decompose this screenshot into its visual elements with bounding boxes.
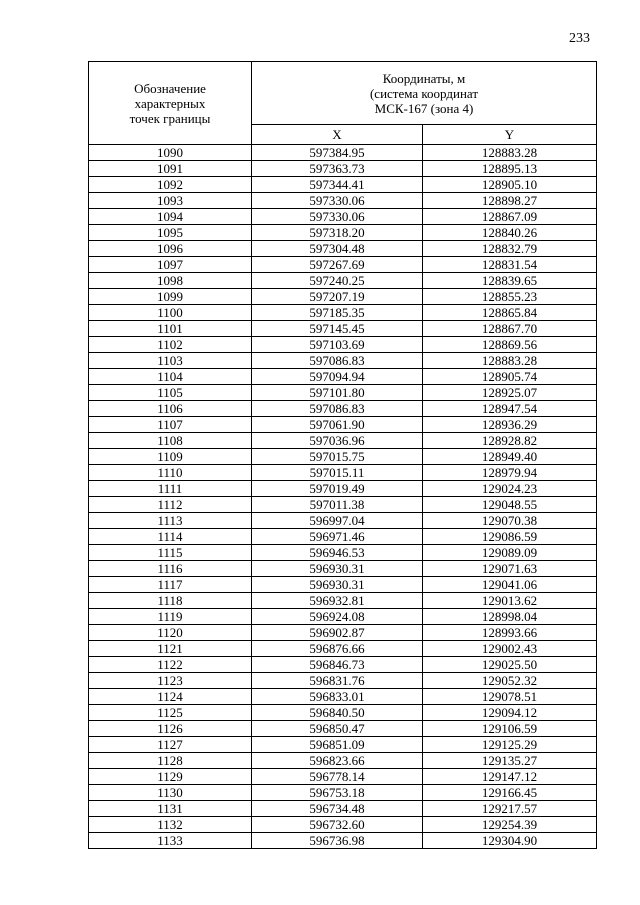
y-coordinate-cell: 128840.26: [423, 225, 597, 241]
point-id-cell: 1090: [89, 145, 252, 161]
table-body: [89, 145, 597, 849]
point-id-cell: 1129: [89, 769, 252, 785]
y-coordinate-cell: 129024.23: [423, 481, 597, 497]
point-id-cell: 1106: [89, 401, 252, 417]
x-coordinate-cell: 596831.76: [252, 673, 423, 689]
x-coordinate-cell: 597344.41: [252, 177, 423, 193]
point-id-cell: 1094: [89, 209, 252, 225]
y-coordinate-cell: 128979.94: [423, 465, 597, 481]
table-row: [89, 449, 597, 465]
x-coordinate-cell: 597019.49: [252, 481, 423, 497]
point-id-cell: 1121: [89, 641, 252, 657]
x-coordinate-cell: 596851.09: [252, 737, 423, 753]
table-row: [89, 545, 597, 561]
x-coordinate-cell: 597318.20: [252, 225, 423, 241]
y-coordinate-cell: 128883.28: [423, 353, 597, 369]
y-coordinate-cell: 128905.74: [423, 369, 597, 385]
y-coordinate-cell: 129135.27: [423, 753, 597, 769]
table-row: [89, 481, 597, 497]
point-id-cell: 1125: [89, 705, 252, 721]
point-id-cell: 1091: [89, 161, 252, 177]
x-coordinate-cell: 597185.35: [252, 305, 423, 321]
x-coordinate-cell: 596932.81: [252, 593, 423, 609]
x-coordinate-cell: 596778.14: [252, 769, 423, 785]
y-coordinate-cell: 128832.79: [423, 241, 597, 257]
header-x: X: [252, 125, 423, 145]
x-coordinate-cell: 596833.01: [252, 689, 423, 705]
x-coordinate-cell: 596846.73: [252, 657, 423, 673]
x-coordinate-cell: 597015.11: [252, 465, 423, 481]
table-row: [89, 689, 597, 705]
point-id-cell: 1120: [89, 625, 252, 641]
table-row: [89, 305, 597, 321]
header-coords-line-1: Координаты, м: [382, 70, 466, 86]
y-coordinate-cell: 128867.09: [423, 209, 597, 225]
x-coordinate-cell: 597101.80: [252, 385, 423, 401]
header-y: Y: [423, 125, 597, 145]
table-row: [89, 657, 597, 673]
x-coordinate-cell: 597036.96: [252, 433, 423, 449]
table-row: [89, 721, 597, 737]
x-coordinate-cell: 596734.48: [252, 801, 423, 817]
table-row: [89, 625, 597, 641]
point-id-cell: 1099: [89, 289, 252, 305]
point-id-cell: 1124: [89, 689, 252, 705]
point-id-cell: 1095: [89, 225, 252, 241]
table-row: [89, 577, 597, 593]
point-id-cell: 1101: [89, 321, 252, 337]
point-id-cell: 1126: [89, 721, 252, 737]
table-row: [89, 513, 597, 529]
y-coordinate-cell: 129013.62: [423, 593, 597, 609]
point-id-cell: 1096: [89, 241, 252, 257]
table-row: [89, 337, 597, 353]
y-coordinate-cell: 128831.54: [423, 257, 597, 273]
y-coordinate-cell: 128998.04: [423, 609, 597, 625]
coordinates-table: [88, 61, 597, 849]
x-coordinate-cell: 596930.31: [252, 561, 423, 577]
point-id-cell: 1116: [89, 561, 252, 577]
x-coordinate-cell: 596753.18: [252, 785, 423, 801]
x-coordinate-cell: 596924.08: [252, 609, 423, 625]
y-coordinate-cell: 128949.40: [423, 449, 597, 465]
point-id-cell: 1110: [89, 465, 252, 481]
table-row: [89, 401, 597, 417]
point-id-cell: 1100: [89, 305, 252, 321]
y-coordinate-cell: 128867.70: [423, 321, 597, 337]
y-coordinate-cell: 128865.84: [423, 305, 597, 321]
point-id-cell: 1111: [89, 481, 252, 497]
y-coordinate-cell: 128869.56: [423, 337, 597, 353]
y-coordinate-cell: 129070.38: [423, 513, 597, 529]
table-header: [89, 62, 597, 145]
table-row: [89, 561, 597, 577]
y-coordinate-cell: 128883.28: [423, 145, 597, 161]
point-id-cell: 1092: [89, 177, 252, 193]
x-coordinate-cell: 596997.04: [252, 513, 423, 529]
y-coordinate-cell: 129025.50: [423, 657, 597, 673]
header-point-line-3: точек границы: [129, 110, 211, 126]
table-row: [89, 241, 597, 257]
header-point-designation: [89, 62, 252, 145]
table-row: [89, 369, 597, 385]
x-coordinate-cell: 596971.46: [252, 529, 423, 545]
table-row: [89, 593, 597, 609]
table-row: [89, 225, 597, 241]
point-id-cell: 1122: [89, 657, 252, 673]
table-row: [89, 209, 597, 225]
x-coordinate-cell: 597061.90: [252, 417, 423, 433]
x-coordinate-cell: 597207.19: [252, 289, 423, 305]
header-coords-line-3: МСК-167 (зона 4): [374, 100, 474, 116]
x-coordinate-cell: 597267.69: [252, 257, 423, 273]
y-coordinate-cell: 128905.10: [423, 177, 597, 193]
point-id-cell: 1109: [89, 449, 252, 465]
point-id-cell: 1114: [89, 529, 252, 545]
point-id-cell: 1112: [89, 497, 252, 513]
x-coordinate-cell: 597330.06: [252, 209, 423, 225]
table-row: [89, 193, 597, 209]
table-row: [89, 145, 597, 161]
point-id-cell: 1102: [89, 337, 252, 353]
x-coordinate-cell: 596732.60: [252, 817, 423, 833]
y-coordinate-cell: 128898.27: [423, 193, 597, 209]
table-row: [89, 465, 597, 481]
point-id-cell: 1133: [89, 833, 252, 849]
point-id-cell: 1098: [89, 273, 252, 289]
y-coordinate-cell: 128839.65: [423, 273, 597, 289]
header-point-line-1: Обозначение: [134, 80, 206, 96]
table-row: [89, 321, 597, 337]
x-coordinate-cell: 597240.25: [252, 273, 423, 289]
table-row: [89, 353, 597, 369]
x-coordinate-cell: 596902.87: [252, 625, 423, 641]
table-row: [89, 609, 597, 625]
table-row: [89, 737, 597, 753]
table-row: [89, 433, 597, 449]
table-row: [89, 177, 597, 193]
table-row: [89, 833, 597, 849]
x-coordinate-cell: 597011.38: [252, 497, 423, 513]
header-point-line-2: характерных: [134, 95, 206, 111]
table-row: [89, 385, 597, 401]
y-coordinate-cell: 129217.57: [423, 801, 597, 817]
y-coordinate-cell: 129052.32: [423, 673, 597, 689]
table-row: [89, 817, 597, 833]
point-id-cell: 1119: [89, 609, 252, 625]
point-id-cell: 1117: [89, 577, 252, 593]
header-coordinates-group: [252, 62, 597, 125]
point-id-cell: 1128: [89, 753, 252, 769]
point-id-cell: 1130: [89, 785, 252, 801]
point-id-cell: 1107: [89, 417, 252, 433]
table-row: [89, 161, 597, 177]
x-coordinate-cell: 597363.73: [252, 161, 423, 177]
x-coordinate-cell: 597094.94: [252, 369, 423, 385]
table-row: [89, 257, 597, 273]
y-coordinate-cell: 129089.09: [423, 545, 597, 561]
x-coordinate-cell: 597145.45: [252, 321, 423, 337]
x-coordinate-cell: 596946.53: [252, 545, 423, 561]
page-number: 233: [569, 31, 590, 46]
y-coordinate-cell: 129002.43: [423, 641, 597, 657]
point-id-cell: 1118: [89, 593, 252, 609]
x-coordinate-cell: 596823.66: [252, 753, 423, 769]
y-coordinate-cell: 129147.12: [423, 769, 597, 785]
point-id-cell: 1113: [89, 513, 252, 529]
point-id-cell: 1105: [89, 385, 252, 401]
x-coordinate-cell: 597304.48: [252, 241, 423, 257]
x-coordinate-cell: 597086.83: [252, 353, 423, 369]
y-coordinate-cell: 129254.39: [423, 817, 597, 833]
table-row: [89, 673, 597, 689]
table-row: [89, 801, 597, 817]
point-id-cell: 1115: [89, 545, 252, 561]
table-row: [89, 289, 597, 305]
x-coordinate-cell: 597015.75: [252, 449, 423, 465]
table-row: [89, 529, 597, 545]
point-id-cell: 1127: [89, 737, 252, 753]
y-coordinate-cell: 128936.29: [423, 417, 597, 433]
y-coordinate-cell: 129041.06: [423, 577, 597, 593]
point-id-cell: 1097: [89, 257, 252, 273]
table-row: [89, 497, 597, 513]
x-coordinate-cell: 597384.95: [252, 145, 423, 161]
point-id-cell: 1103: [89, 353, 252, 369]
y-coordinate-cell: 128928.82: [423, 433, 597, 449]
x-coordinate-cell: 596930.31: [252, 577, 423, 593]
x-coordinate-cell: 596840.50: [252, 705, 423, 721]
y-coordinate-cell: 128925.07: [423, 385, 597, 401]
y-coordinate-cell: 129048.55: [423, 497, 597, 513]
y-coordinate-cell: 129094.12: [423, 705, 597, 721]
point-id-cell: 1108: [89, 433, 252, 449]
y-coordinate-cell: 128993.66: [423, 625, 597, 641]
y-coordinate-cell: 129071.63: [423, 561, 597, 577]
x-coordinate-cell: 597086.83: [252, 401, 423, 417]
table-row: [89, 785, 597, 801]
point-id-cell: 1131: [89, 801, 252, 817]
table-row: [89, 641, 597, 657]
x-coordinate-cell: 596736.98: [252, 833, 423, 849]
table-row: [89, 417, 597, 433]
point-id-cell: 1104: [89, 369, 252, 385]
y-coordinate-cell: 129078.51: [423, 689, 597, 705]
table-row: [89, 753, 597, 769]
y-coordinate-cell: 129125.29: [423, 737, 597, 753]
table-row: [89, 273, 597, 289]
table-row: [89, 769, 597, 785]
x-coordinate-cell: 597103.69: [252, 337, 423, 353]
y-coordinate-cell: 128895.13: [423, 161, 597, 177]
y-coordinate-cell: 129106.59: [423, 721, 597, 737]
x-coordinate-cell: 597330.06: [252, 193, 423, 209]
table-row: [89, 705, 597, 721]
x-coordinate-cell: 596850.47: [252, 721, 423, 737]
y-coordinate-cell: 128947.54: [423, 401, 597, 417]
y-coordinate-cell: 128855.23: [423, 289, 597, 305]
y-coordinate-cell: 129086.59: [423, 529, 597, 545]
point-id-cell: 1123: [89, 673, 252, 689]
header-coords-line-2: (система координат: [369, 85, 479, 101]
x-coordinate-cell: 596876.66: [252, 641, 423, 657]
point-id-cell: 1093: [89, 193, 252, 209]
point-id-cell: 1132: [89, 817, 252, 833]
y-coordinate-cell: 129304.90: [423, 833, 597, 849]
y-coordinate-cell: 129166.45: [423, 785, 597, 801]
